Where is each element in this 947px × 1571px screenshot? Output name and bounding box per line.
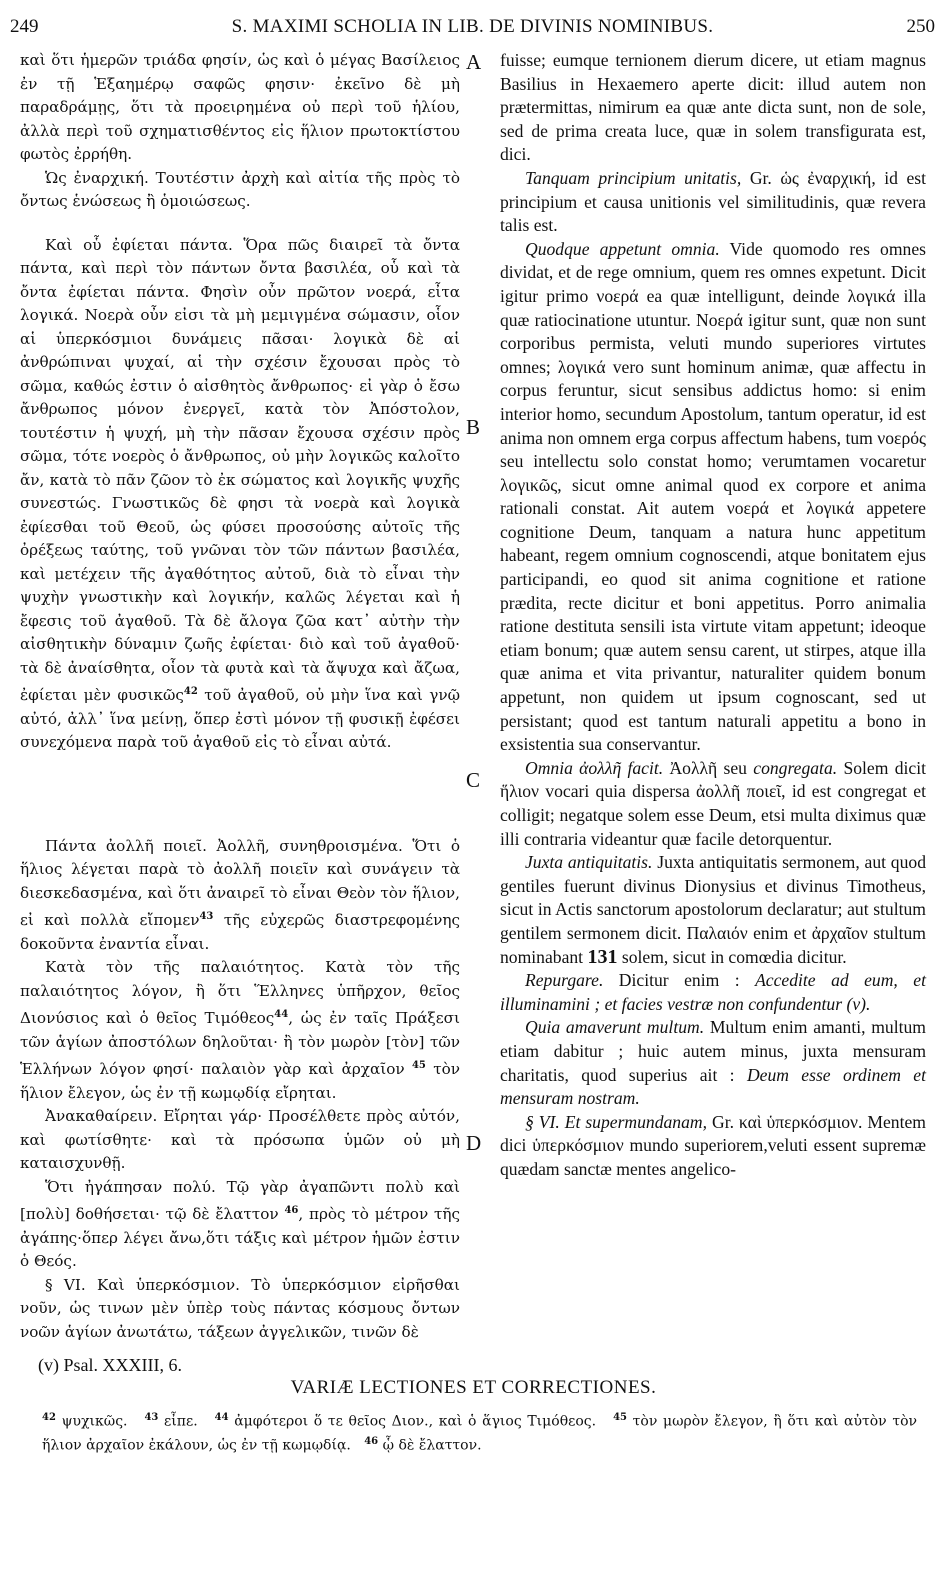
footnote-ref: 45	[411, 1060, 426, 1072]
latin-text: Dicitur enim :	[618, 970, 740, 991]
greek-paragraph	[20, 835, 460, 957]
page-number-right: 250	[906, 16, 935, 37]
lemma: Quodque appetunt omnia.	[525, 238, 720, 259]
variant-text: τὸν μωρὸν ἔλεγον, ἢ ὅτι καὶ αὐτὸν τὸν ἥλιον ἀρχαῖον ἐκάλουν, ὡς ἐν τῇ κωμῳδίᾳ.	[42, 1413, 918, 1454]
latin-text: Ἀολλῆ seu	[669, 757, 747, 778]
lemma: Tanquam principium unitatis,	[525, 167, 742, 188]
greek-text: , ὡς ἐν ταῖς Πράξεσι τῶν ἁγίων ἀποστόλων δηλοῦται· ἢ τὸν μωρὸν [τὸν] τῶν Ἑλλήνων λόγον φησί· παλαιὸν γὰρ καὶ ἀρχαῖον	[20, 1009, 460, 1079]
margin-letter-a: A	[466, 50, 482, 74]
margin-letter-c: C	[466, 768, 481, 792]
latin-text: Solem dicit ἥλιον vocari quia dispersa ἀολλῆ ποιεῖ, id est congregat et colligit; negatque solem esse Deum, etsi multa diximus quæ illi contraria videantur quæ facile detorquentur.	[500, 757, 926, 849]
variant-text: ψυχικῶς.	[61, 1413, 128, 1430]
greek-text: Καὶ οὗ ἐφίεται πάντα. Ὅρα πῶς διαιρεῖ τὰ ὄντα πάντα, καὶ περὶ τὸν πάντων ὄντα βασιλέα, οὗ καὶ τὰ ὄντα ἐφίεται πάντα. Φησὶν οὖν πρῶτον νοερά, εἶτα λογικά. Νοερὰ οὖν εἰσι τὰ μὴ μεμιγμένα σώμασιν, οἷον αἱ ὑπερκόσμιοι δυνάμεις πᾶσαι· λογικὰ δὲ αἱ ἀνθρώπιναι ψυχαί, αἱ τὴν σχέσιν ἔχουσαι πρὸς τὸ σῶμα, καθώς ἐστιν ὁ αἰσθητὸς ἄνθρωπος· εἰ γὰρ ὁ ἔσω ἄνθρωπος μόνον ἐνεργεῖ, κατὰ τὸν Ἀπόστολον, τουτέστιν ἡ ψυχή, μὴ τὴν πᾶσαν ἔχουσα σχέσιν πρὸς σῶμα, τότε νοερὸς ὁ ἄνθρωπος, οὐ μὴν λογικῶς καλοῖτο ἄν, κατὰ τὸ πᾶν ζῶον τὸ ἐκ σώματος καὶ λογικῆς ψυχῆς συνεστώς. Γνωστικῶς δὲ φησι τὰ νοερὰ καὶ λογικὰ ἐφίεσθαι τοῦ Θεοῦ, ὡς φύσει προσούσης αὐτοῖς τῆς ὀρέξεως ταύτης, τοῦ γνῶναι τὸν τῶν πάντων βασιλέα, καὶ μετέχειν τῆς ἀγαθότητος αὐτοῦ, διὰ τὸ εἶναι τὴν ψυχὴν γνωστικὴν καὶ λογικήν, καλῶς λέγεται καὶ ἡ ἔφεσις τοῦ ἀγαθοῦ. Τὰ δὲ ἄλογα ζῶα κατ᾽ αὐτὴν τὴν αἰσθητικὴν δύναμιν ζωῆς ἐφίεται· διὸ καὶ τοῦ ἀγαθοῦ· τὰ δὲ ἀναίσθητα, οἷον τὰ φυτὰ καὶ τὰ ἄψυχα καὶ ἄζωα, ἐφίεται μὲν φυσικῶς	[20, 235, 460, 705]
running-title: S. MAXIMI SCHOLIA IN LIB. DE DIVINIS NOMINIBUS.	[231, 16, 714, 37]
lemma: Repurgare.	[525, 970, 604, 991]
latin-paragraph	[500, 851, 926, 969]
lemma: congregata.	[753, 757, 838, 778]
latin-text: Gr. ὡς ἐναρχική, id est principium et causa unitionis vel similitudinis, quæ revera talis est.	[500, 167, 926, 236]
latin-text: Vide quomodo res omnes dividat, et de rege omnium, quem res omnes expetunt. Dicit igitur primo νοερά ea quæ intelligunt, deinde λογικά illa quæ ratiocinatione utuntur. Νοερά igitur sunt, quæ non sunt corporibus permista, veluti mundo superiores virtutes omnes; λογικά vero sunt hominum animæ, quæ affectu in corpus feruntur, sicut sensibus addictus homo: si enim interior homo, secundum Apostolum, tantum operatur, id est anima non omnem erga corpus affectum habens, tum νοερός seu intellectu solo constat homo; verumtamen vocaretur λογικῶς, sicut omne animal quod ex corpore et anima rationali constat. Ait autem νοερά et λογικά appetere cognitione Deum, tanquam a natura hunc appetitum habeant, regem omnium cognoscendi, atque bonitatem ejus participandi, eo quod sit anima cognitione et ratione prædita, recte dicitur et boni appetitus. Porro animalia ratione destituta sensili ista virtute vitam appetunt; ideoque etiam bonum; quæ autem sensu carent, ut stirpes, atque illa quæ anima et vita privantur, naturaliter quidem bonum appetunt, non quidem ut ipsum cognoscant, sed ut persistant; quod est tantum naturali appetitu a bono in exsistentia sua conservantur.	[500, 238, 926, 755]
latin-paragraph	[500, 969, 926, 1016]
latin-text: Multum enim amanti, multum etiam dabitur ; huic autem minus, juxta mensuram charitatis, quod superius ait :	[500, 1017, 926, 1085]
footnote-ref: 44	[274, 1009, 289, 1021]
latin-paragraph: fuisse; eumque ternionem dierum dicere, ut etiam magnus Basilius in Hexaemero aperte dicit: illud autem non prætermittas, nimirum ea quæ ante dicta sunt, non de sole, sed de prima creata luce, quæ in solem transfigurata est, dici.	[500, 50, 926, 165]
greek-text: τῆς εὐχερῶς διαστρεφομένης δοκοῦντα ἐναντία εἶναι.	[20, 911, 460, 953]
greek-paragraph: Ἀνακαθαίρειν. Εἴρηται γάρ· Προσέλθετε πρὸς αὐτόν, καὶ φωτίσθητε· καὶ τὰ πρόσωπα ὑμῶν οὐ μὴ καταισχυνθῇ.	[20, 1107, 460, 1173]
latin-text: solem, sicut in comœdia dicitur.	[621, 946, 847, 967]
footnote-ref: 42	[183, 686, 198, 697]
variant-number: 44	[214, 1412, 229, 1423]
footnote-ref: (v).	[846, 993, 871, 1014]
variae-lectiones	[42, 1408, 917, 1455]
lemma: Quia amaverunt multum.	[525, 1017, 705, 1038]
greek-paragraph: καὶ ὅτι ἡμερῶν τριάδα φησίν, ὡς καὶ ὁ μέγας Βασίλειος ἐν τῇ Ἑξαημέρῳ σαφῶς φησιν· ἐκεῖνο δὲ μὴ παραδράμῃς, ὅτι τὰ προειρημένα οὐ περὶ τοῦ ἡλίου, ἀλλὰ περὶ τοῦ σχηματισθέντος εἰς ἥλιον πρωτοκτίστου φωτὸς ἐρρήθη.	[20, 51, 460, 163]
latin-paragraph	[500, 757, 926, 851]
greek-text: Κατὰ τὸν τῆς παλαιότητος. Κατὰ τὸν τῆς παλαιότητος λόγον, ἢ ὅτι Ἕλληνες ὑπῆρχον, θεῖος Διονύσιος καὶ ὁ θεῖος Τιμόθεος	[20, 958, 460, 1028]
variant-text: εἶπε.	[164, 1413, 198, 1430]
latin-text: Juxta antiquitatis sermonem, aut quod gentiles fuerunt divinus Dionysius et divinus Timotheus, sicut in Actis sanctorum apostolorum declaratur; aut stultum gentilem sermonem dicit. Παλαιόν enim et ἀρχαῖον stultum nominabant	[500, 852, 926, 967]
latin-column	[500, 49, 926, 1182]
greek-paragraph	[20, 234, 460, 755]
greek-text: Ὅτι ἠγάπησαν πολύ. Τῷ γὰρ ἀγαπῶντι πολὺ καὶ [πολὺ] δοθήσεται· τῷ δὲ ἔλαττον	[20, 1177, 460, 1224]
variae-lectiones-title: VARIÆ LECTIONES ET CORRECTIONES.	[290, 1377, 657, 1398]
footnote-ref: 43	[199, 911, 214, 923]
variant-number: 43	[144, 1412, 159, 1423]
latin-paragraph	[500, 1016, 926, 1110]
page-number-left: 249	[10, 16, 39, 37]
variant-number: 45	[613, 1412, 627, 1423]
greek-text: τοῦ ἀγαθοῦ, οὐ μὴν ἵνα καὶ γνῷ αὐτό, ἀλλ᾽ ἵνα μείνῃ, ὅπερ ἐστὶ μόνον τῇ φυσικῇ ἐφέσει συνεχόμενα παρὰ τοῦ ἀγαθοῦ εἰς τὸ εἶναι αὐτά.	[20, 686, 461, 752]
greek-paragraph	[20, 1176, 460, 1274]
latin-paragraph	[500, 238, 926, 757]
greek-paragraph	[20, 956, 460, 1105]
greek-text: τὸν ἥλιον ἔλεγον, ὡς ἐν τῇ κωμῳδίᾳ εἴρηται.	[20, 1060, 461, 1102]
latin-paragraph	[500, 167, 926, 238]
scripture-quote: Accedite ad eum, et illuminamini ; et facies vestræ non confundentur	[500, 970, 926, 1014]
variant-text: ᾧ δὲ ἔλαττον.	[382, 1437, 482, 1454]
lemma: Juxta antiquitatis.	[525, 852, 653, 873]
column-number: 131	[587, 945, 618, 968]
greek-paragraph: § VI. Καὶ ὑπερκόσμιον. Τὸ ὑπερκόσμιον εἰρῆσθαι νοῦν, ὡς τινων μὲν ὑπὲρ τοὺς πάντας κόσμους ὄντων νοῶν ἁγίων ἀνωτάτω, τάξεων ἀγγελικῶν, τινῶν δὲ	[20, 1275, 460, 1341]
latin-text: Gr. καὶ ὑπερκόσμιον. Mentem dici ὑπερκόσμιον mundo superiorem,veluti essent supremæ quædam sanctæ mentes angelico-	[500, 1111, 926, 1179]
margin-letter-b: B	[466, 415, 481, 439]
running-header	[10, 14, 935, 42]
greek-text: , πρὸς τὸ μέτρον τῆς ἀγάπης·ὅπερ λέγει ἄνω,ὅτι τάξις καὶ μέτρον ἡμῶν ἐστιν ὁ Θεός.	[20, 1205, 461, 1271]
greek-paragraph: Ὡς ἐναρχική. Τουτέστιν ἀρχὴ καὶ αἰτία τῆς πρὸς τὸ ὄντως ἑνώσεως ἢ ὁμοιώσεως.	[20, 168, 460, 210]
latin-paragraph	[500, 1111, 926, 1182]
lemma: § VI. Et supermundanam,	[525, 1111, 708, 1132]
greek-column	[20, 49, 460, 1344]
variant-text: ἀμφότεροι ὅ τε θεῖος Διον., καὶ ὁ ἅγιος Τιμόθεος.	[234, 1413, 597, 1430]
variant-number: 42	[42, 1412, 56, 1423]
footnote: (v) Psal. XXXIII, 6.	[38, 1355, 182, 1375]
variant-number: 46	[364, 1435, 379, 1447]
scripture-quote: Deum esse ordinem et mensuram nostram.	[500, 1064, 926, 1109]
footnote-ref: 46	[284, 1205, 299, 1217]
greek-text: Πάντα ἀολλῆ ποιεῖ. Ἀολλῆ, συνηθροισμένα. Ὅτι ὁ ἥλιος λέγεται παρὰ τὸ ἀολλῆ ποιεῖν καὶ συνάγειν τὰ διεσκεδασμένα, καὶ ὅτι ἀναιρεῖ τὸ εἶναι Θεὸν τὸν ἥλιον, εἰ καὶ πολλὰ εἴπομεν	[20, 836, 460, 930]
margin-letter-d: D	[466, 1131, 482, 1155]
lemma: Omnia ἀολλῆ facit.	[525, 757, 664, 778]
